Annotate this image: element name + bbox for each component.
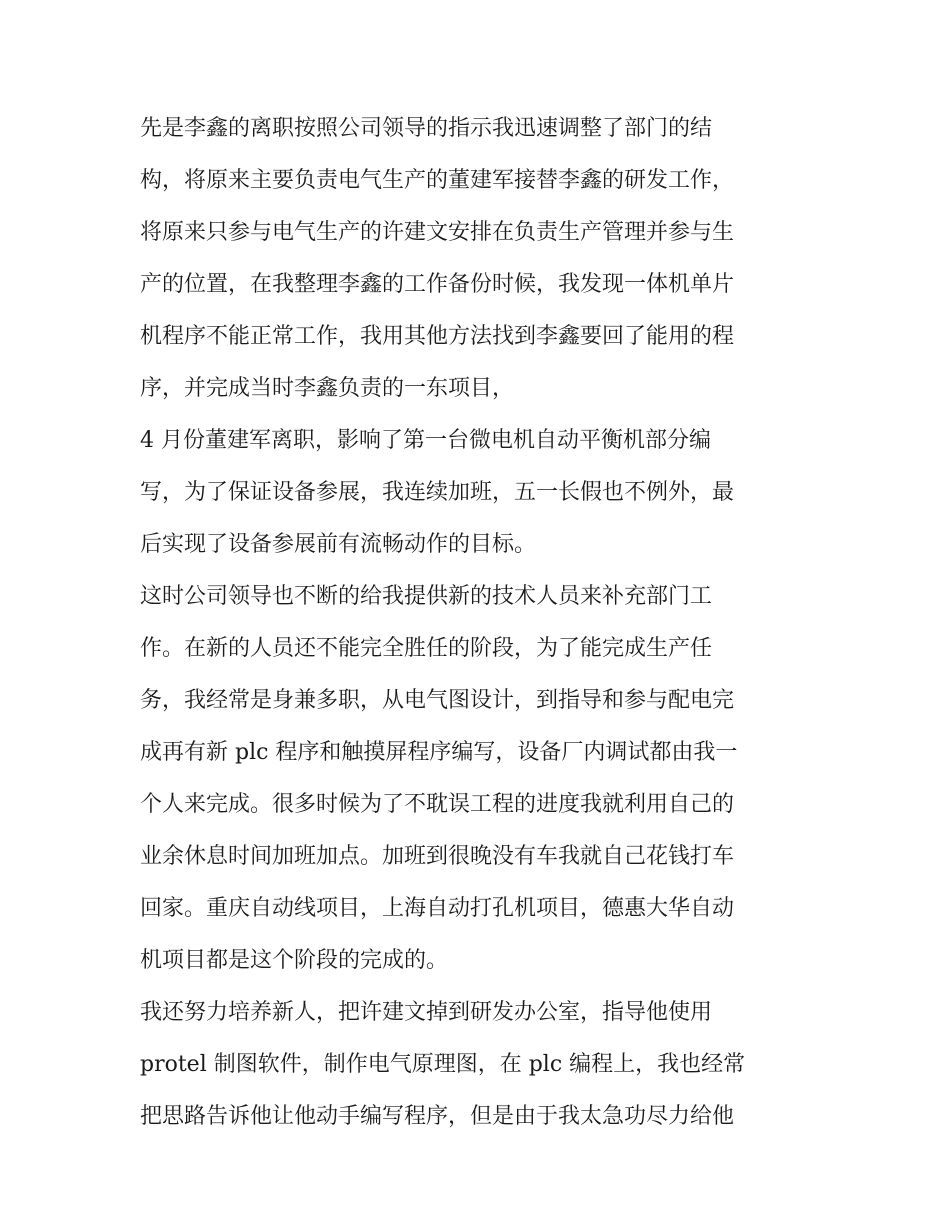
paragraph-2	[140, 415, 820, 571]
text-line: 把思路告诉他让他动手编写程序，但是由于我太急功尽力给他	[140, 1104, 735, 1129]
text-line: 作。在新的人员还不能完全胜任的阶段，为了能完成生产任	[140, 636, 713, 661]
text-line: protel 制图软件，制作电气原理图，在 plc 编程上，我也经常	[140, 1052, 746, 1077]
text-line: 回家。重庆自动线项目，上海自动打孔机项目，德惠大华自动	[140, 896, 735, 921]
text-line: 后实现了设备参展前有流畅动作的目标。	[140, 532, 537, 557]
text-line: 写，为了保证设备参展，我连续加班，五一长假也不例外，最	[140, 480, 735, 505]
text-line: 序，并完成当时李鑫负责的一东项目，	[140, 376, 515, 401]
paragraph-1	[140, 103, 820, 415]
text-line: 4 月份董建军离职，影响了第一台微电机自动平衡机部分编	[140, 428, 711, 453]
paragraph-3	[140, 571, 820, 987]
text-line: 这时公司领导也不断的给我提供新的技术人员来补充部门工	[140, 584, 713, 609]
text-line: 务，我经常是身兼多职，从电气图设计，到指导和参与配电完	[140, 688, 735, 713]
text-line: 将原来只参与电气生产的许建文安排在负责生产管理并参与生	[140, 220, 735, 245]
paragraph-4	[140, 987, 820, 1143]
text-line: 个人来完成。很多时候为了不耽误工程的进度我就利用自己的	[140, 792, 735, 817]
text-line: 先是李鑫的离职按照公司领导的指示我迅速调整了部门的结	[140, 116, 713, 141]
text-line: 机程序不能正常工作，我用其他方法找到李鑫要回了能用的程	[140, 324, 735, 349]
text-line: 成再有新 plc 程序和触摸屏程序编写，设备厂内调试都由我一	[140, 740, 738, 765]
text-line: 机项目都是这个阶段的完成的。	[140, 948, 449, 973]
text-line: 业余休息时间加班加点。加班到很晚没有车我就自己花钱打车	[140, 844, 735, 869]
text-line: 产的位置，在我整理李鑫的工作备份时候，我发现一体机单片	[140, 272, 735, 297]
text-line: 我还努力培养新人，把许建文掉到研发办公室，指导他使用	[140, 1000, 713, 1025]
document-body	[140, 103, 820, 1143]
text-line: 构，将原来主要负责电气生产的董建军接替李鑫的研发工作，	[140, 168, 735, 193]
